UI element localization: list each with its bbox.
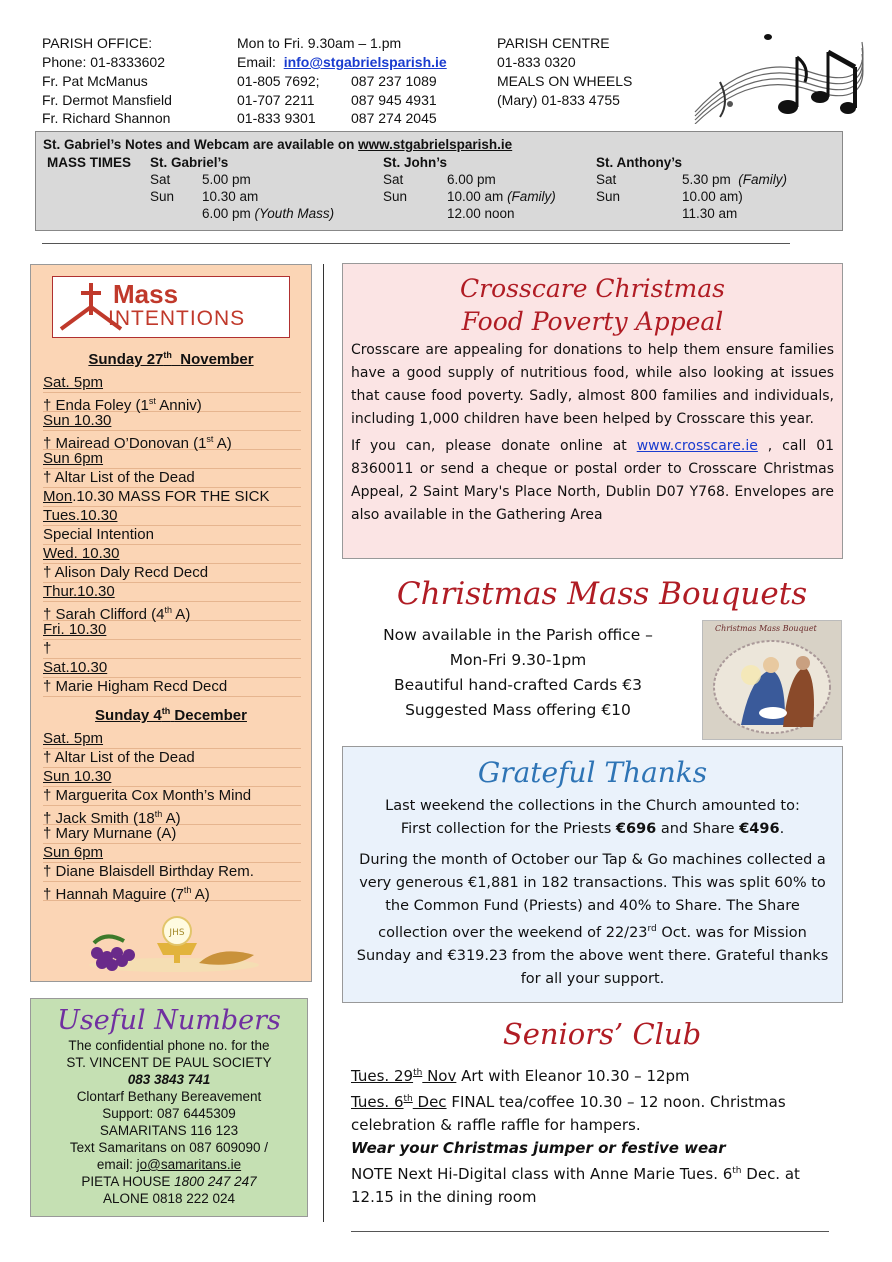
intention-line: † Diane Blaisdell Birthday Rem.	[43, 862, 301, 882]
email-row	[237, 53, 447, 72]
day-label: Sun	[596, 189, 621, 204]
host-text: JHS	[169, 928, 185, 938]
sunday-heading-2	[31, 706, 311, 724]
useful-line: ALONE 0818 222 024	[102, 1191, 236, 1206]
parish-centre-label: PARISH CENTRE	[497, 35, 610, 51]
priest-1: Fr. Pat McManus	[42, 73, 148, 89]
seniors-date: Tues. 29	[351, 1067, 414, 1085]
church-name-anthonys: St. Anthony’s	[596, 155, 682, 170]
church-name-gabriels: St. Gabriel’s	[150, 155, 229, 170]
card-caption: Christmas Mass Bouquet	[715, 624, 817, 633]
sunday-month: November	[180, 351, 254, 368]
seniors-line-4	[351, 1160, 836, 1209]
mass-time-row	[447, 189, 556, 204]
grateful-thanks-panel	[342, 746, 843, 1003]
intention-line: †	[43, 639, 301, 659]
seniors-line-1	[351, 1062, 836, 1088]
eucharist-icon	[79, 913, 269, 975]
grateful-text: .	[779, 821, 785, 837]
intention-line: † Sarah Clifford (4th A)	[43, 601, 301, 621]
useful-numbers-panel	[30, 998, 308, 1217]
sunday-heading-1	[31, 350, 311, 368]
parish-office-label: PARISH OFFICE:	[42, 35, 153, 51]
header-col-3	[351, 72, 437, 126]
notes-webcam-line	[43, 137, 512, 152]
mass-time-row	[682, 172, 787, 187]
crosscare-title-1: Crosscare Christmas	[460, 274, 725, 303]
bouquets-title: Christmas Mass Bouquets	[396, 576, 808, 612]
intention-line: Sun 6pm	[43, 449, 301, 469]
pieta-label: PIETA HOUSE	[81, 1174, 175, 1189]
share-amount: €496	[739, 821, 780, 837]
seniors-text	[351, 1062, 836, 1232]
mass-note: (Family)	[738, 172, 788, 187]
parish-phone: Phone: 01-8333602	[42, 54, 165, 70]
church-name-johns: St. John’s	[383, 155, 448, 170]
intention-line: Tues.10.30	[43, 506, 301, 526]
logo-mass-text: Mass	[113, 279, 179, 309]
mass-time: 5.00 pm	[202, 172, 251, 187]
bouquets-line: Mon-Fri 9.30-1pm	[449, 651, 587, 669]
grateful-text: During the month of October our Tap & Go machines collected a very generous €1,881 in 182 transactions. This was split 60% to the Common Fund (Priests) and 40% to Share. The Share collection over the weekend of 22/23	[359, 852, 826, 941]
seniors-title: Seniors’ Club	[502, 1017, 702, 1051]
p2-text: If you can, please donate online at	[351, 438, 637, 454]
intention-line: Fri. 10.30	[43, 620, 301, 640]
useful-email-line	[31, 1156, 307, 1173]
seniors-divider	[351, 1231, 829, 1232]
notes-text: St. Gabriel’s Notes and Webcam are available on	[43, 137, 355, 152]
intention-line: † Marguerita Cox Month’s Mind	[43, 786, 301, 806]
seniors-event: Art with Eleanor 10.30 – 12pm	[456, 1067, 690, 1085]
mass-times-label: MASS TIMES	[47, 155, 132, 170]
day-label: Sat	[596, 172, 617, 187]
intention-line: † Altar List of the Dead	[43, 468, 301, 488]
svp-phone: 083 3843 741	[127, 1072, 211, 1087]
useful-line: Clontarf Bethany Bereavement	[76, 1089, 262, 1104]
intention-line: Sat.10.30	[43, 658, 301, 678]
logo-intentions-text: INTENTIONS	[108, 307, 246, 330]
p2-text: , call 01 8360011 or send a cheque or postal order to Crosscare Christmas Appeal, 2 Saint Mary's Place North, Dublin D07 Y768. Envelopes are also available in the Gathering Area	[351, 438, 835, 523]
mass-time-row	[202, 206, 334, 221]
music-notes-icon	[690, 12, 865, 124]
intention-line: † Alison Daly Recd Decd	[43, 563, 301, 583]
mass-time: 12.00 noon	[447, 206, 515, 221]
seniors-month: Nov	[422, 1067, 457, 1085]
grateful-line-1: Last weekend the collections in the Church amounted to:	[385, 798, 800, 814]
priest-3-phone: 01-833 9301	[237, 110, 316, 126]
seniors-sup: th	[732, 1166, 742, 1176]
bouquets-line: Beautiful hand-crafted Cards €3	[394, 676, 642, 694]
mass-intentions-logo	[52, 276, 290, 338]
mass-time: 11.30 am	[682, 206, 738, 221]
bouquets-text	[342, 623, 694, 723]
seniors-festive-note: Wear your Christmas jumper or festive wear	[351, 1139, 726, 1157]
intention-line: † Mary Murnane (A)	[43, 824, 301, 844]
intention-line: † Altar List of the Dead	[43, 748, 301, 768]
office-hours: Mon to Fri. 9.30am – 1.pm	[237, 35, 402, 51]
day-label: Sat	[150, 172, 171, 187]
intention-line: Sat. 5pm	[43, 373, 301, 393]
nativity-icon	[711, 635, 833, 735]
sunday-month: December	[174, 707, 247, 724]
seniors-note: Dec. at 12.15 in the dining room	[351, 1165, 800, 1206]
parish-centre-phone: 01-833 0320	[497, 54, 576, 70]
header-col-1	[42, 34, 172, 126]
intention-line: † Marie Higham Recd Decd	[43, 677, 301, 697]
mass-note: (Family)	[507, 189, 556, 204]
pieta-number: 1800 247 247	[174, 1174, 257, 1189]
email-label: email:	[96, 1157, 137, 1172]
useful-line: Support: 087 6445309	[102, 1106, 236, 1121]
grateful-paragraph-2	[349, 849, 836, 991]
sunday-text: Sunday 27	[88, 351, 164, 368]
priest-3-mobile: 087 274 2045	[351, 110, 437, 126]
bouquets-line: Suggested Mass offering €10	[405, 701, 631, 719]
crosscare-paragraph-1: Crosscare are appealing for donations to help them ensure families have a good supply of nutritious food, while also looking at issues that cause food poverty. Sadly, almost 800 families and individuals, including 1,000 children have been helped by Crosscare this year.	[351, 342, 834, 427]
intention-line: † Mairead O’Donovan (1st A)	[43, 430, 301, 450]
priest-2: Fr. Dermot Mansfield	[42, 92, 172, 108]
grateful-line-2	[343, 818, 842, 841]
mass-time: 10.00 am	[447, 189, 504, 204]
seniors-line-2	[351, 1088, 836, 1137]
crosscare-appeal-panel	[342, 263, 843, 559]
mass-time: 10.00 am)	[682, 189, 743, 204]
meals-label: MEALS ON WHEELS	[497, 73, 633, 89]
seniors-sup: th	[403, 1094, 413, 1104]
intention-line: Wed. 10.30	[43, 544, 301, 564]
seniors-month: Dec	[412, 1093, 447, 1111]
seniors-event: FINAL tea/coffee 10.30 – 12 noon. Christmas celebration & raffle raffle for hampers.	[351, 1093, 786, 1134]
intention-line: † Hannah Maguire (7th A)	[43, 881, 301, 901]
intention-line: Sun 6pm	[43, 843, 301, 863]
sunday-sup: th	[161, 706, 171, 716]
crosscare-title-2: Food Poverty Appeal	[461, 307, 724, 336]
divider	[42, 243, 790, 244]
mass-time: 6.00 pm	[447, 172, 496, 187]
priest-1-mobile: 087 237 1089	[351, 73, 437, 89]
day-label: Sun	[383, 189, 408, 204]
email-link[interactable]: info@stgabrielsparish.ie	[283, 54, 447, 70]
mass-intentions-panel	[30, 264, 312, 982]
useful-numbers-title: Useful Numbers	[57, 1005, 281, 1036]
mass-time: 5.30 pm	[682, 172, 731, 187]
header-col-4	[497, 34, 632, 110]
samaritans-email-link[interactable]: jo@samaritans.ie	[136, 1157, 242, 1172]
intention-line: Special Intention	[43, 525, 301, 545]
useful-line: The confidential phone no. for the	[68, 1038, 270, 1053]
priest-2-phone: 01-707 2211	[237, 92, 315, 108]
pieta-line	[31, 1173, 307, 1190]
day-label: Sat	[383, 172, 404, 187]
intention-line: Sat. 5pm	[43, 729, 301, 749]
bouquets-line: Now available in the Parish office –	[383, 626, 653, 644]
mass-time: 6.00 pm	[202, 206, 251, 221]
seniors-sup: th	[413, 1068, 423, 1078]
website-link[interactable]: www.stgabrielsparish.ie	[358, 137, 513, 152]
priest-1-phone: 01-805 7692;	[237, 73, 320, 89]
seniors-note: NOTE Next Hi-Digital class with Anne Marie Tues. 6	[351, 1165, 733, 1183]
priests-amount: €696	[615, 821, 657, 837]
crosscare-paragraph-2	[351, 435, 834, 527]
mass-bouquet-card-image	[702, 620, 842, 740]
grateful-text: Oct. was for Mission Sunday and €319.23 from the above went there. Grateful thanks for all your support.	[356, 924, 829, 987]
intention-line: † Jack Smith (18th A)	[43, 805, 301, 825]
priest-2-mobile: 087 945 4931	[351, 92, 437, 108]
intention-line: Sun 10.30	[43, 767, 301, 787]
day-label: Sun	[150, 189, 175, 204]
crosscare-link[interactable]: www.crosscare.ie	[636, 438, 758, 454]
grateful-title: Grateful Thanks	[477, 756, 708, 789]
intention-line: Mon.10.30 MASS FOR THE SICK	[43, 487, 301, 507]
mass-time: 10.30 am	[202, 189, 259, 204]
priest-3: Fr. Richard Shannon	[42, 110, 171, 126]
seniors-date: Tues. 6	[351, 1093, 404, 1111]
intention-line: † Enda Foley (1st Anniv)	[43, 392, 301, 412]
sunday-text: Sunday 4	[95, 707, 162, 724]
useful-line: ST. VINCENT DE PAUL SOCIETY	[66, 1055, 272, 1070]
grateful-text: First collection for the Priests	[400, 821, 616, 837]
sunday-sup: th	[163, 350, 172, 360]
grateful-sup: rd	[647, 924, 657, 934]
intention-line: Thur.10.30	[43, 582, 301, 602]
column-divider	[323, 264, 324, 1222]
grateful-text: and Share	[656, 821, 740, 837]
meals-phone: (Mary) 01-833 4755	[497, 92, 620, 108]
useful-line: Text Samaritans on 087 609090 /	[69, 1140, 269, 1155]
useful-line: SAMARITANS 116 123	[99, 1123, 239, 1138]
mass-times-box	[35, 131, 843, 231]
email-label: Email:	[237, 54, 276, 70]
mass-note: (Youth Mass)	[254, 206, 335, 221]
intention-line: Sun 10.30	[43, 411, 301, 431]
